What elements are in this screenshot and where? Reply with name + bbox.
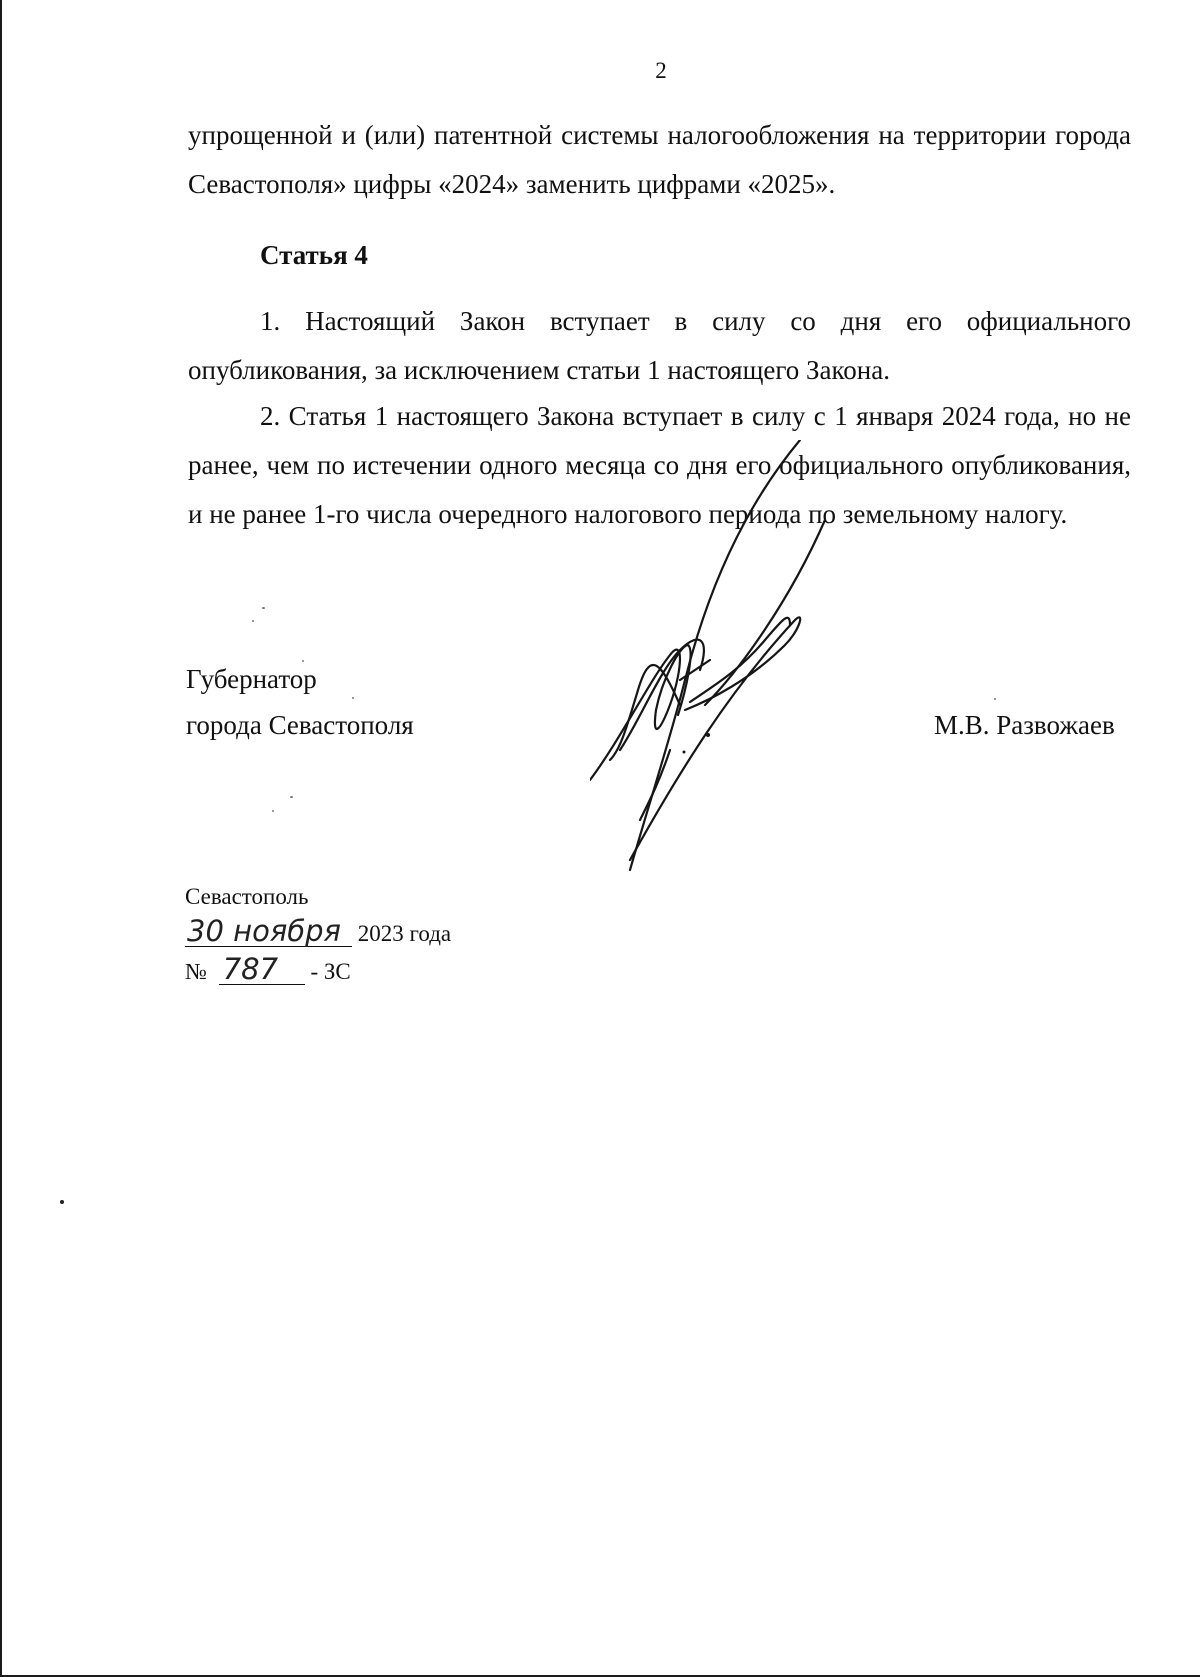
signing-place: Севастополь [185,884,309,909]
scan-speck [352,697,354,699]
signing-date [185,916,451,947]
continuation-paragraph: упрощенной и (или) патентной системы налогообложения на территории города Севастополя» цифры «2024» заменить цифрами «2025». [188,120,1131,199]
scan-speck [994,698,996,700]
date-year: 2023 года [357,921,452,946]
page-number: 2 [655,58,667,83]
article-item-1: 1. Настоящий Закон вступает в силу со дня его официального опубликования, за исключением статьи 1 настоящего Закона. [188,306,1131,385]
handwritten-date: 30 ноября [185,916,352,947]
signer-title-line-2: города Севастополя [186,710,414,740]
scan-speck [290,796,293,798]
scan-edge-left [0,0,2,1677]
article-heading: Статья 4 [260,240,368,270]
handwritten-number: 787 [219,954,305,985]
signer-title [186,656,414,748]
scan-speck [302,660,304,662]
article-item-2: 2. Статья 1 настоящего Закона вступает в силу с 1 января 2024 года, но не ранее, чем по истечении одного месяца со дня его официального опубликования, и не ранее 1-го числа очередного налогового периода по земельному налогу. [188,401,1131,529]
law-number [185,954,351,985]
scan-speck [272,810,274,812]
scan-speck [60,1200,64,1204]
signer-name: М.В. Развожаев [934,710,1115,740]
handwritten-signature [590,440,890,910]
scan-speck [262,607,265,609]
number-sign: № [185,959,207,984]
number-suffix: - ЗС [310,959,351,984]
signer-title-line-1: Губернатор [186,664,317,694]
scan-speck [252,620,254,622]
